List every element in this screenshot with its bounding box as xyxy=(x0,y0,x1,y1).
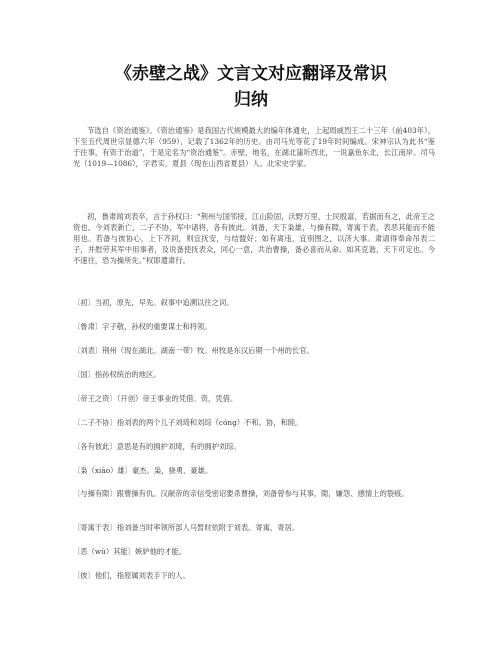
original-text-paragraph: 初，鲁肃闻刘表卒，言于孙权曰：“荆州与国邻接，江山险固，沃野万里，士民殷富，若据而有之，此帝王之资也。今刘表新亡，二子不协，军中诸将，各有彼此。刘备，天下枭雄，与操有隙，寄寓于表，表恶其能而不能用也。若备与彼协心，上下齐同，则宜抚安，与结盟好；如有离违，宜别图之，以济大事。肃请得奉命吊表二子，并慰劳其军中用事者，及说备使抚表众，同心一意，共治曹操，备必喜而从命。如其克谐，天下可定也。今不速往，恐为操所先。”权即遣肃行。 xyxy=(73,212,435,265)
document-title-line-2: 归纳 xyxy=(234,90,268,110)
annotation-note: 〔二子不协〕指刘表的两个儿子刘琦和刘琮（cóng）不和。协，和睦。 xyxy=(73,418,303,427)
annotation-note: 〔初〕当初，原先，早先。叙事中追溯以往之词。 xyxy=(73,298,234,307)
annotation-note: 〔各有彼此〕意思是有的拥护刘琦，有的拥护刘琮。 xyxy=(73,442,241,451)
annotation-note: 〔恶（wù）其能〕嫉妒他的才能。 xyxy=(73,547,187,556)
annotation-note: 〔彼〕他们，指原属刘表手下的人。 xyxy=(73,571,190,580)
annotation-note: 〔寄寓于表〕指刘备当时率领所部人马暂时依附于刘表。寄寓，寄居。 xyxy=(73,523,300,532)
document-title-line-1: 《赤壁之战》文言文对应翻译及常识 xyxy=(115,64,387,84)
annotation-note: 〔帝王之资〕（开创）帝王事业的凭借。资，凭借。 xyxy=(73,394,238,403)
annotation-note: 〔刘表〕荆州（现在湖北、湖南一带）牧。州牧是东汉后期一个州的长官。 xyxy=(73,346,314,355)
annotation-note: 〔国〕指孙权统治的地区。 xyxy=(73,370,161,379)
annotation-note: 〔与操有隙〕跟曹操有仇。汉献帝的亲信受密诏要杀曹操，刘备曾参与其事。隙，嫌怨、感情上的裂痕。 xyxy=(73,489,409,498)
annotation-note: 〔鲁肃〕字子敬，孙权的重要谋士和将领。 xyxy=(73,322,212,331)
intro-paragraph: 节选自《资治通鉴》。《资治通鉴》是我国古代规模最大的编年体通史，上起周威烈王二十三年（前403年），下至五代周世宗显德六年（959），记载了1362年的历史。由司马光等花了19年时间编成。宋神宗认为此书“鉴于往事，有资于治道”，于是定名为“资治通鉴”。赤壁，地名，在湖北蒲圻西北，一说嘉鱼东北，长江南岸。司马光（1019—1086），字君实，夏县（现在山西省夏县）人。北宋史学家。 xyxy=(73,126,435,168)
annotation-note: 〔枭（xiāo）雄〕豪杰。枭，骁勇、豪雄。 xyxy=(73,466,213,475)
